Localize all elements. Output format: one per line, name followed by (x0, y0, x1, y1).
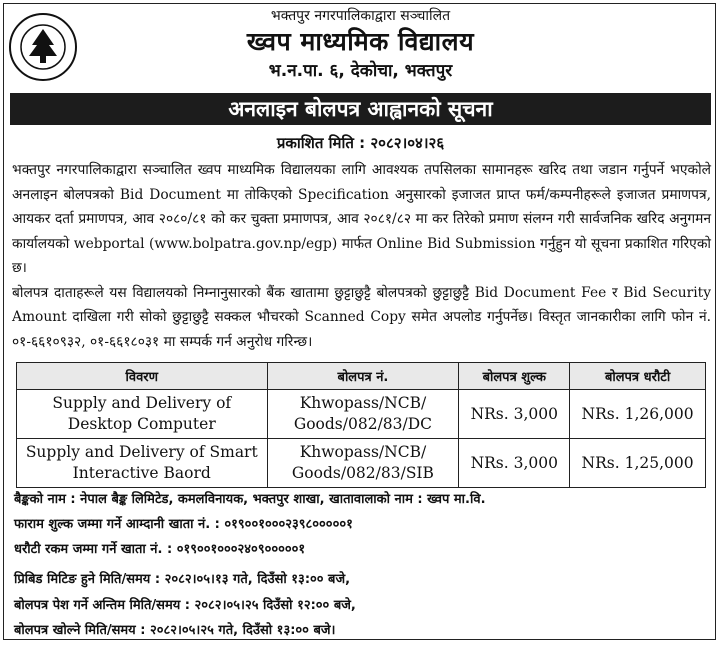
header-subtitle: भक्तपुर नगरपालिकाद्वारा सञ्चालित (270, 8, 451, 24)
cell-bid-fee: NRs. 3,000 (459, 390, 570, 439)
cell-description: Supply and Delivery of Smart Interactive Baord (17, 439, 268, 488)
bid-opening-date: बोलपत्र खोल्ने मिति/समय : २०८२।०५।२५ गते, दिउँसो १३:०० बजे। (14, 623, 336, 638)
fee-account-number: फाराम शुल्क जम्मा गर्ने आम्दानी खाता नं. : ०१९००१०००२३९८०००००१ (14, 517, 353, 532)
notice-title-banner: अनलाइन बोलपत्र आह्वानको सूचना (10, 93, 711, 125)
prebid-meeting-date: प्रिबिड मिटिङ हुने मिति/समय : २०८२।०५।१३ गते, दिउँसो १३:०० बजे, (14, 572, 351, 587)
notice-body (12, 158, 711, 354)
school-address: भ.न.पा. ६, देकोचा, भक्तपुर (268, 61, 453, 81)
cell-bid-security: NRs. 1,26,000 (570, 390, 706, 439)
cell-bid-security: NRs. 1,25,000 (570, 439, 706, 488)
header-bid-security: बोलपत्र धरौटी (570, 363, 706, 390)
cell-bid-number: Khwopass/NCB/ Goods/082/83/DC (267, 390, 459, 439)
header-description: विवरण (17, 363, 268, 390)
header-bid-number: बोलपत्र नं. (267, 363, 459, 390)
cell-bid-fee: NRs. 3,000 (459, 439, 570, 488)
header-bid-fee: बोलपत्र शुल्क (459, 363, 570, 390)
bid-table (16, 362, 706, 488)
table-row (17, 439, 706, 488)
body-paragraph-2: बोलपत्र दाताहरूले यस विद्यालयको निम्नानुसारको बैंक खातामा छुट्टाछुट्टै बोलपत्रको छुट्टाछुट्टै Bid Document Fee र Bid Security Amount दाखिला गरी सोको छुट्टाछुट्टै सक्कल भौचरको Scanned Copy समेत अपलोड गर्नुपर्नेछ। विस्तृत जानकारीका लागि फोन नं. ०१-६६१०९३२, ०१-६६१८०३१ मा सम्पर्क गर्न अनुरोध गरिन्छ। (12, 284, 711, 350)
table-row (17, 390, 706, 439)
bank-details: बैङ्कको नाम : नेपाल बैङ्क लिमिटेड, कमलविनायक, भक्तपुर शाखा, खातावालाको नाम : ख्वप मा.वि. (14, 492, 486, 507)
cell-bid-number: Khwopass/NCB/ Goods/082/83/SIB (267, 439, 459, 488)
header (0, 6, 721, 84)
table-header-row (17, 363, 706, 390)
cell-description: Supply and Delivery of Desktop Computer (17, 390, 268, 439)
submission-deadline: बोलपत्र पेश गर्ने अन्तिम मिति/समय : २०८२।०५।२५ दिउँसो १२:०० बजे, (14, 598, 356, 613)
school-name: ख्वप माध्यमिक विद्यालय (246, 27, 475, 56)
body-paragraph-1: भक्तपुर नगरपालिकाद्वारा सञ्चालित ख्वप माध्यमिक विद्यालयका लागि आवश्यक तपसिलका सामानहरू खरिद तथा जडान गर्नुपर्ने भएकोले अनलाइन बोलपत्रको Bid Document मा तोकिएको Specification अनुसारको इजाजत प्राप्त फर्म/कम्पनीहरूले इजाजत प्रमाणपत्र, आयकर दर्ता प्रमाणपत्र, आव २०८०/८१ को कर चुक्ता प्रमाणपत्र, आव २०८१/८२ मा कर तिरेको प्रमाण संलग्न गरी सार्वजनिक खरिद अनुगमन कार्यालयको webportal (www.bolpatra.gov.np/egp) मार्फत Online Bid Submission गर्नुहुन यो सूचना प्रकाशित गरिएको छ। (12, 162, 711, 276)
security-account-number: धरौटी रकम जम्मा गर्ने खाता नं. : ०१९००१०००२४०९०००००१ (14, 542, 306, 557)
publication-date: प्रकाशित मिति : २०८२।०४।२६ (276, 134, 445, 152)
